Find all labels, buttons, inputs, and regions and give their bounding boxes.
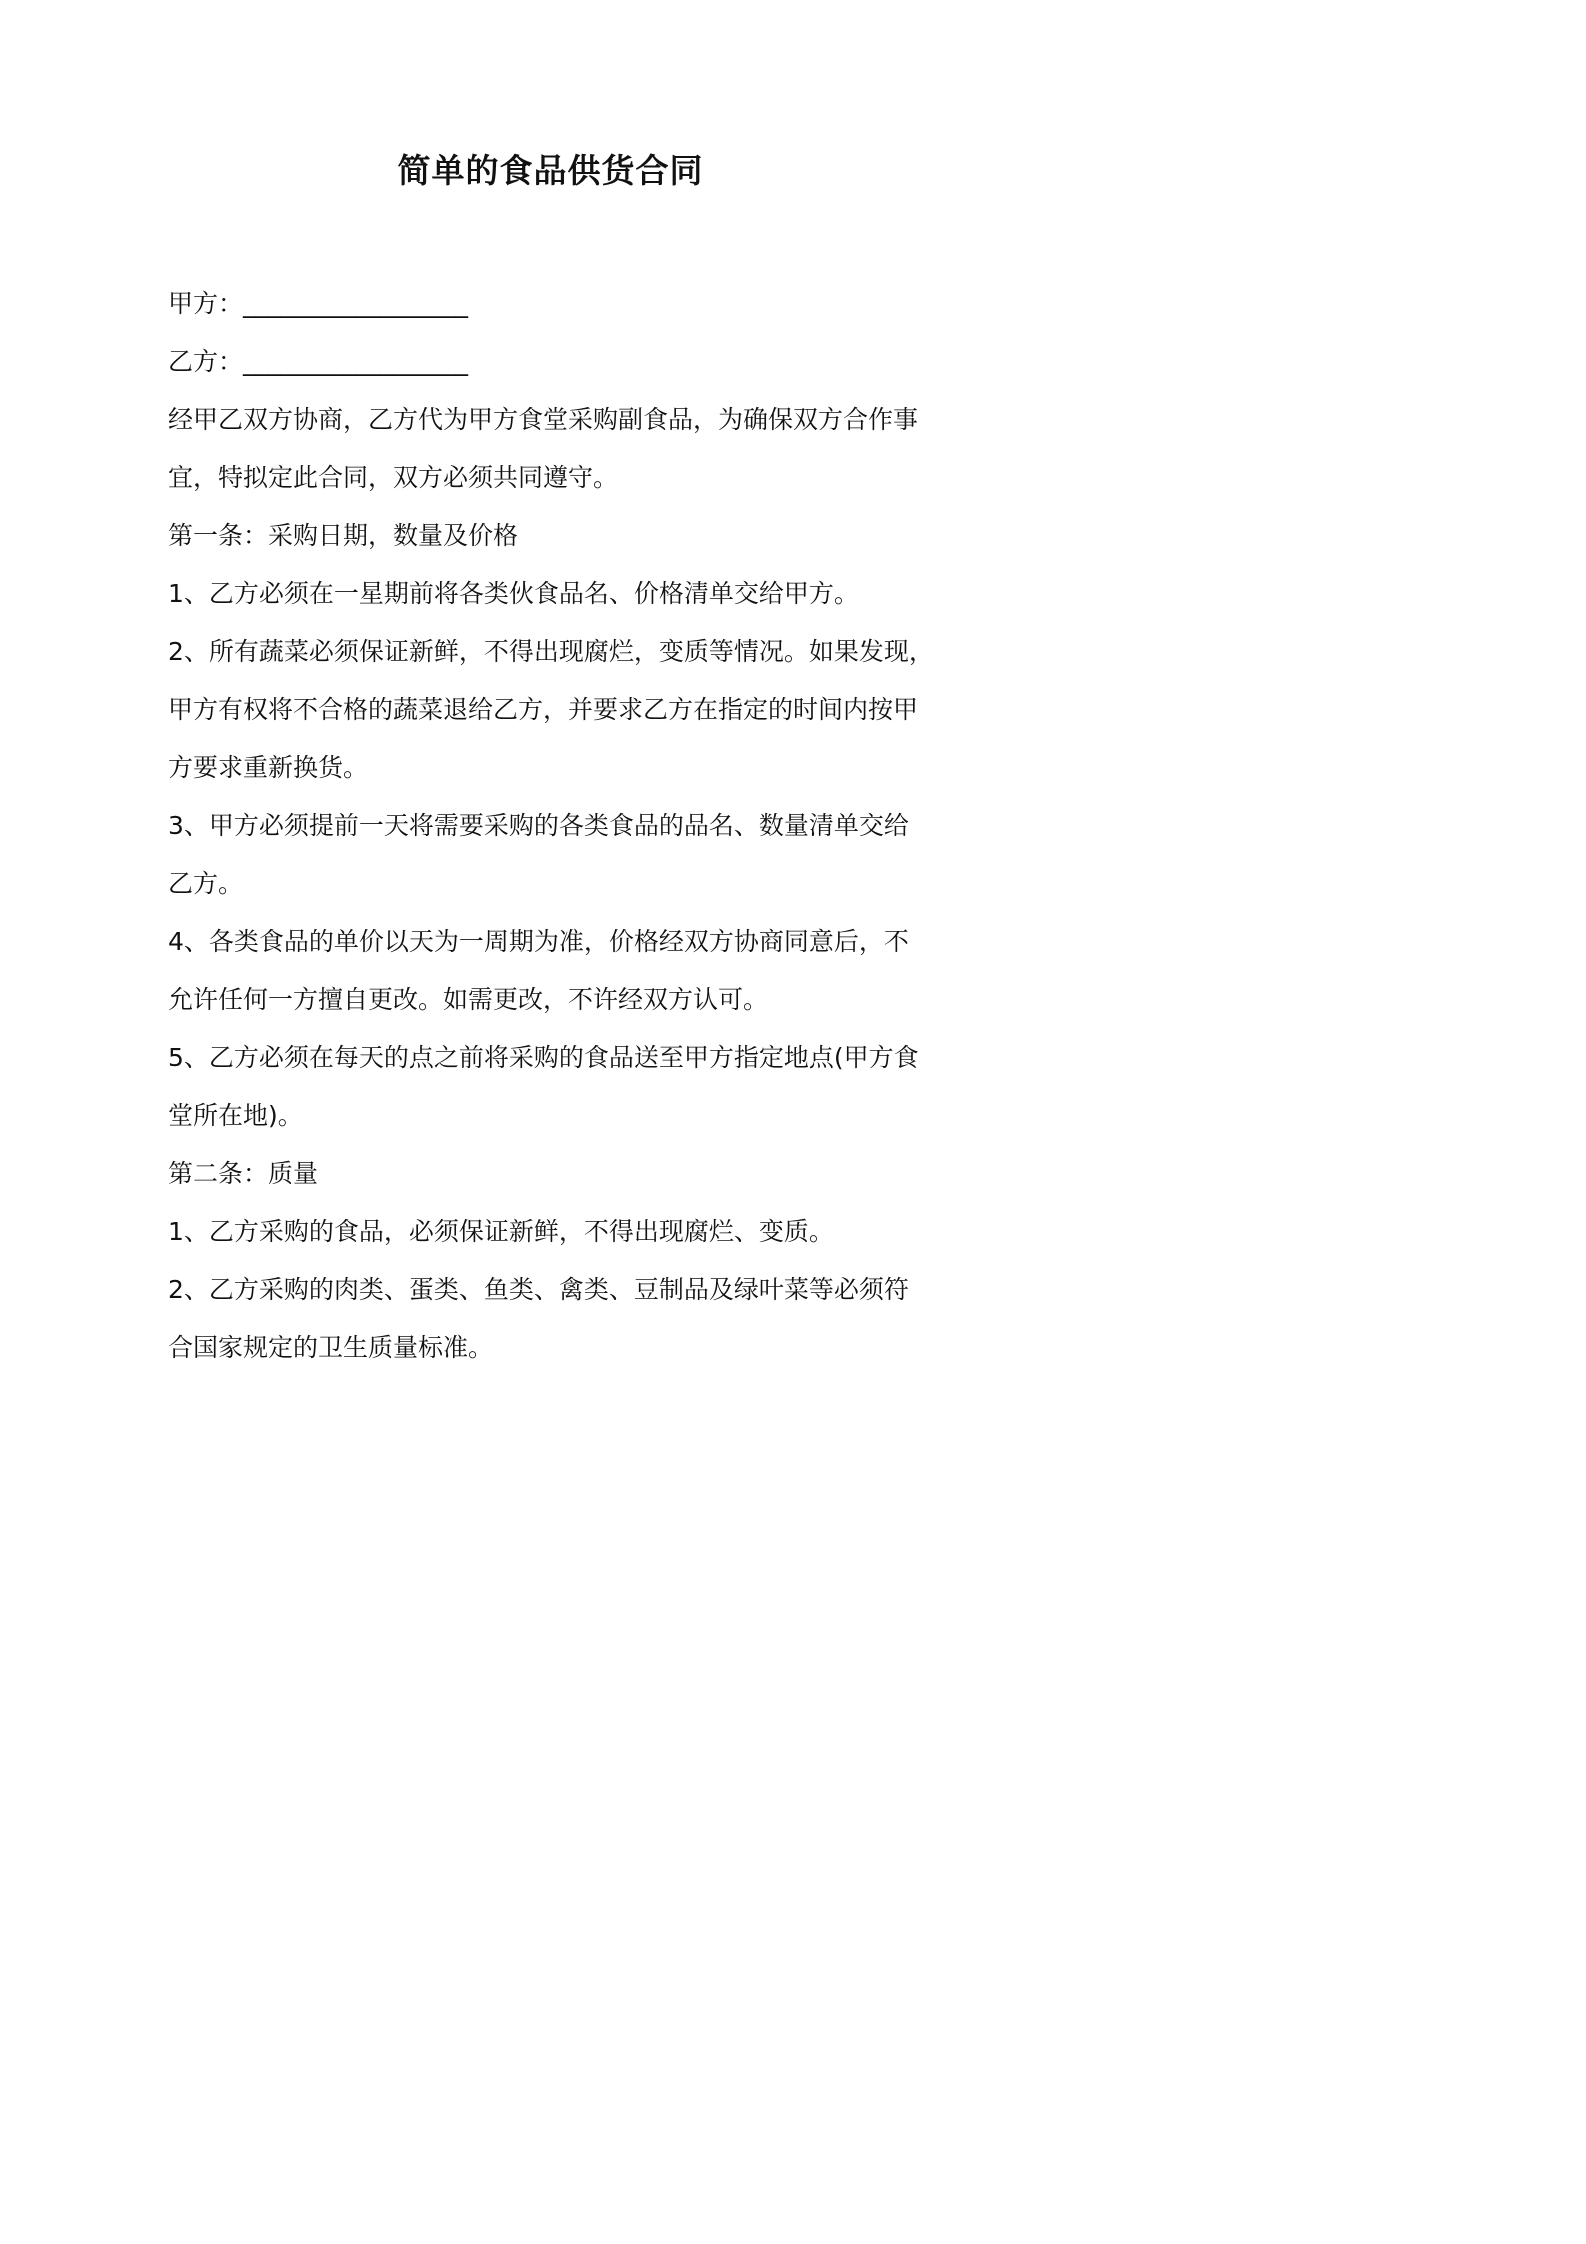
- preamble-line-1: 经甲乙双方协商，乙方代为甲方食堂采购副食品，为确保双方合作事: [168, 405, 919, 434]
- article-1-clause-3-line-1: 3、甲方必须提前一天将需要采购的各类食品的品名、数量清单交给: [168, 811, 909, 840]
- article-1-clause-4-line-2: 允许任何一方擅自更改。如需更改，不许经双方认可。: [168, 985, 769, 1014]
- preamble-line-2: 宜，特拟定此合同，双方必须共同遵守。: [168, 463, 619, 492]
- article-2-clause-1: 1、乙方采购的食品，必须保证新鲜，不得出现腐烂、变质。: [168, 1217, 834, 1246]
- article-2-clause-2-line-2: 合国家规定的卫生质量标准。: [168, 1333, 494, 1362]
- document-title: 简单的食品供货合同: [397, 151, 704, 190]
- article-1-clause-2-line-2: 甲方有权将不合格的蔬菜退给乙方，并要求乙方在指定的时间内按甲: [168, 695, 919, 724]
- article-1-clause-4-line-1: 4、各类食品的单价以天为一周期为准，价格经双方协商同意后，不: [168, 927, 909, 956]
- article-1-clause-1: 1、乙方必须在一星期前将各类伙食品名、价格清单交给甲方。: [168, 579, 859, 608]
- article-2-clause-2-line-1: 2、乙方采购的肉类、蛋类、鱼类、禽类、豆制品及绿叶菜等必须符: [168, 1275, 909, 1304]
- party-b-line: 乙方：__________________: [168, 347, 469, 376]
- party-a-line: 甲方：__________________: [168, 289, 469, 318]
- article-2-heading: 第二条：质量: [168, 1159, 319, 1188]
- article-1-heading: 第一条：采购日期，数量及价格: [168, 521, 519, 550]
- article-1-clause-3-line-2: 乙方。: [168, 869, 244, 898]
- article-1-clause-5-line-2: 堂所在地)。: [168, 1101, 303, 1130]
- article-1-clause-2-line-3: 方要求重新换货。: [168, 753, 369, 782]
- document-page: [0, 0, 1101, 1558]
- article-1-clause-2-line-1: 2、所有蔬菜必须保证新鲜，不得出现腐烂，变质等情况。如果发现，: [168, 637, 934, 666]
- article-1-clause-5-line-1: 5、乙方必须在每天的点之前将采购的食品送至甲方指定地点(甲方食: [168, 1043, 919, 1072]
